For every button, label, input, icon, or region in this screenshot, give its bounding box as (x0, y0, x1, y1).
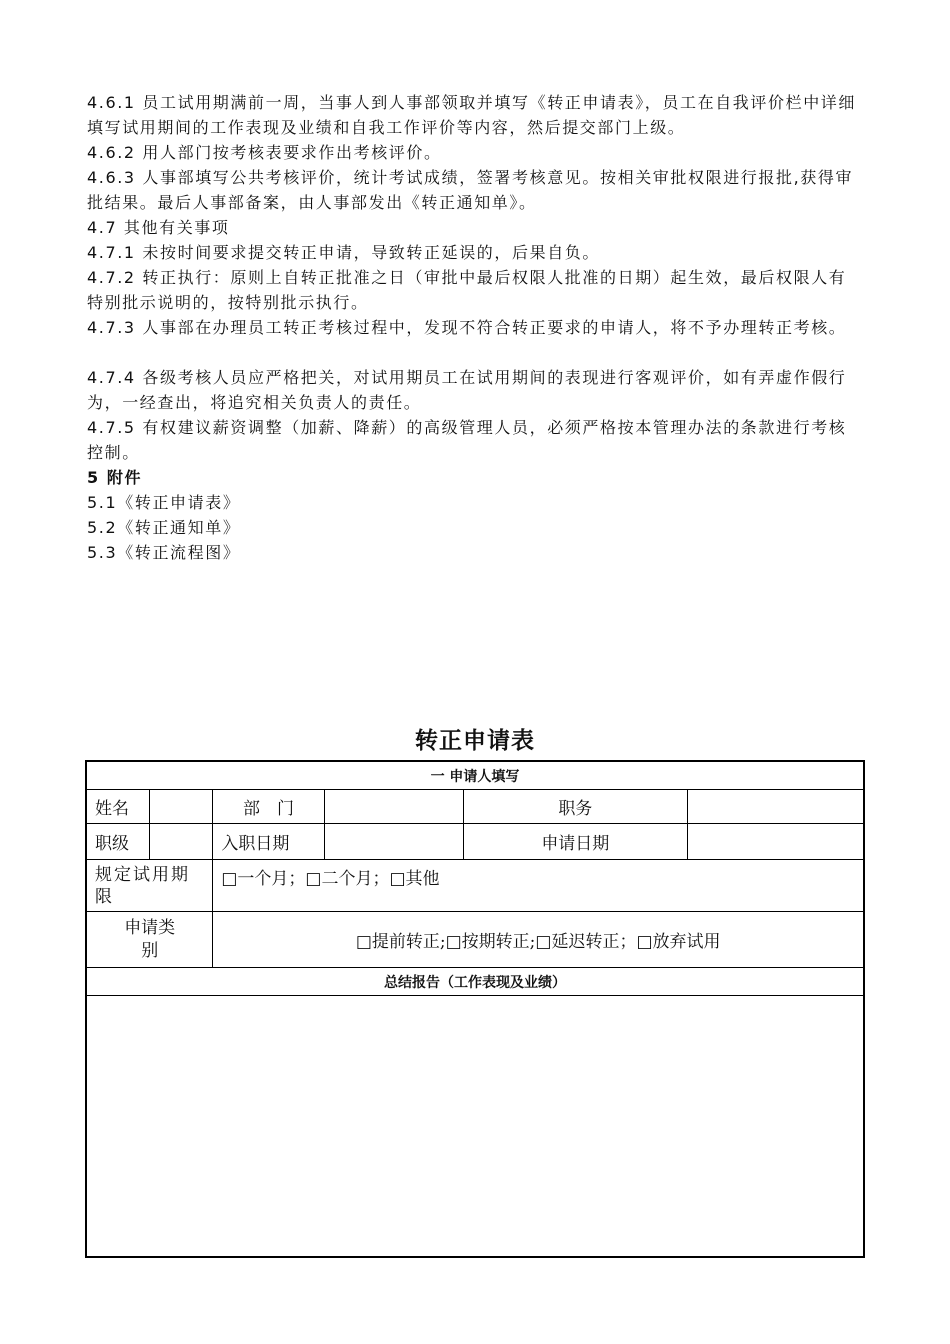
department-label: 部 门 (213, 790, 324, 824)
department-field[interactable] (324, 790, 463, 824)
application-type-options[interactable]: □提前转正;□按期转正;□延迟转正；□放弃试用 (213, 912, 864, 968)
join-date-field[interactable] (324, 824, 463, 860)
paragraph-4-7-4: 4.7.4 各级考核人员应严格把关，对试用期员工在试用期间的表现进行客观评价，如有弄虚作假行为，一经查出，将追究相关负责人的责任。 (87, 368, 847, 412)
join-date-label: 入职日期 (213, 824, 324, 860)
form-title: 转正申请表 (415, 728, 535, 754)
paragraph-4-6-3: 4.6.3 人事部填写公共考核评价，统计考试成绩，签署考核意见。按相关审批权限进行报批,获得审批结果。最后人事部备案，由人事部发出《转正通知单》。 (87, 168, 854, 212)
appendix-item: 5.1《转正申请表》 (87, 493, 241, 512)
apply-date-field[interactable] (687, 824, 864, 860)
paragraph-4-7-5: 4.7.5 有权建议薪资调整（加薪、降薪）的高级管理人员，必须严格按本管理办法的条款进行考核控制。 (87, 418, 847, 462)
rank-label: 职级 (86, 824, 149, 860)
probation-label: 规定试用期限 (86, 860, 213, 912)
position-field[interactable] (687, 790, 864, 824)
paragraph-4-7-1: 4.7.1 未按时间要求提交转正申请，导致转正延误的，后果自负。 (87, 243, 600, 262)
paragraph-4-7: 4.7 其他有关事项 (87, 218, 230, 237)
name-label: 姓名 (86, 790, 149, 824)
paragraph-4-7-2: 4.7.2 转正执行：原则上自转正批准之日（审批中最后权限人批准的日期）起生效，最后权限人有特别批示说明的，按特别批示执行。 (87, 268, 847, 312)
position-label: 职务 (464, 790, 688, 824)
appendix-heading: 5 附件 (87, 468, 143, 487)
summary-report-header: 总结报告（工作表现及业绩） (86, 968, 864, 996)
application-type-label: 申请类别 (86, 912, 213, 968)
paragraph-4-7-3: 4.7.3 人事部在办理员工转正考核过程中，发现不符合转正要求的申请人，将不予办理转正考核。 (87, 318, 847, 337)
appendix-item: 5.3《转正流程图》 (87, 543, 241, 562)
application-form-table (85, 760, 865, 1258)
name-field[interactable] (149, 790, 212, 824)
paragraph-4-6-2: 4.6.2 用人部门按考核表要求作出考核评价。 (87, 143, 442, 162)
paragraph-4-6-1: 4.6.1 员工试用期满前一周，当事人到人事部领取并填写《转正申请表》，员工在自我评价栏中详细填写试用期间的工作表现及业绩和自我工作评价等内容，然后提交部门上级。 (87, 93, 856, 137)
probation-options[interactable]: □一个月；□二个月；□其他 (213, 860, 864, 912)
appendix-item: 5.2《转正通知单》 (87, 518, 241, 537)
summary-report-field[interactable] (86, 996, 864, 1258)
rank-field[interactable] (149, 824, 212, 860)
apply-date-label: 申请日期 (464, 824, 688, 860)
section-applicant-header: 一 申请人填写 (86, 761, 864, 790)
